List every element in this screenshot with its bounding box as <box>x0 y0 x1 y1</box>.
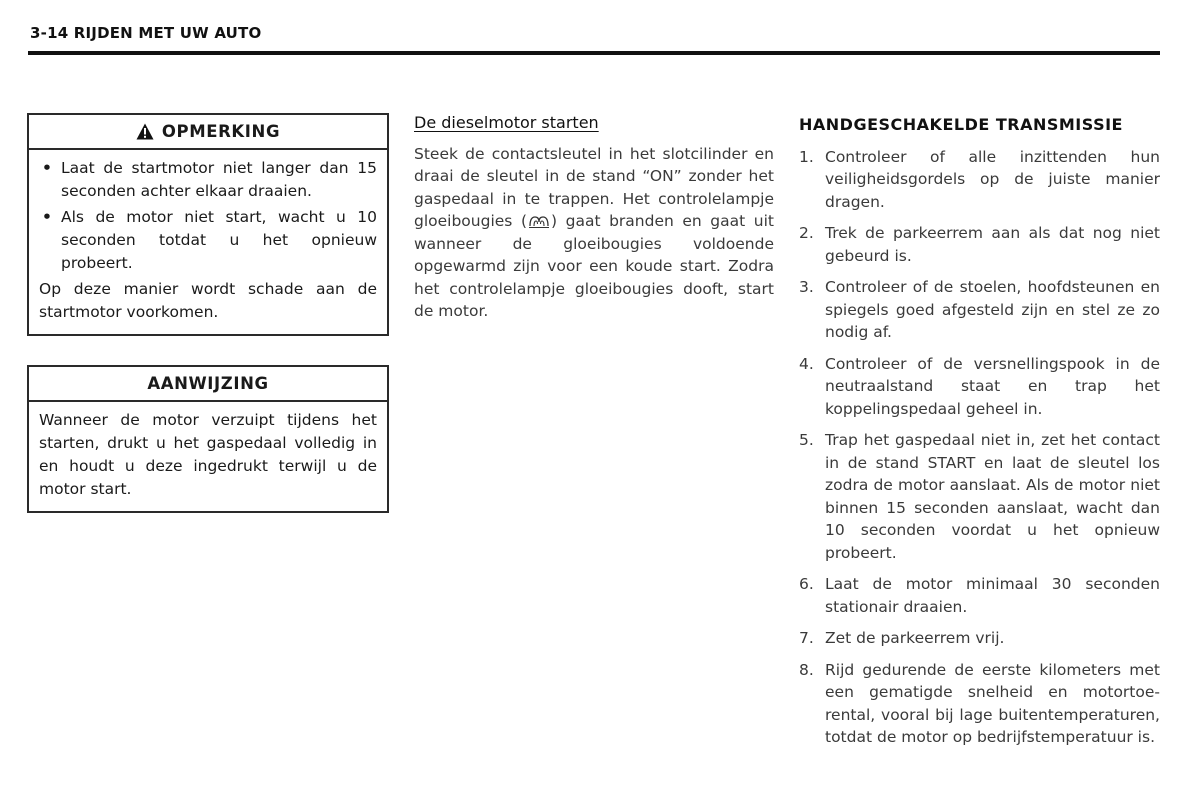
step-item: 3. Controleer of de stoelen, hoofdsteunen en spiegels goed afgesteld zijn en stel ze zo nodig af. <box>799 278 1160 341</box>
notice-footer: Op deze manier wordt schade aan de startmotor voorkomen. <box>39 280 377 321</box>
step-item: 2. Trek de parkeerrem aan als dat nog niet gebeurd is. <box>799 224 1160 265</box>
notice-bullet: • Laat de startmotor niet langer dan 15 seconden achter elkaar draaien. <box>42 159 377 200</box>
step-item: 1. Controleer of alle inzittenden hun veiligheidsgordels op de juiste manier dragen. <box>799 147 1160 211</box>
manual-section <box>799 114 1160 758</box>
step-item: 5. Trap het gaspedaal niet in, zet het contact in de stand START en laat de sleutel los zodra de motor aanslaat. Als de motor niet binnen 15 seconden aanslaat, wacht dan 10 seconden voordat u het opnieuw probeert. <box>799 431 1160 562</box>
step-item: 7. Zet de parkeerrem vrij. <box>799 629 1005 647</box>
notice-bullet: • Als de motor niet start, wacht u 10 seconden totdat u het opnieuw probeert. <box>42 208 377 272</box>
diesel-heading: De dieselmotor starten <box>414 113 599 132</box>
running-head: 3-14 RIJDEN MET UW AUTO <box>30 24 262 42</box>
tip-box <box>27 365 389 513</box>
notice-box-body <box>29 150 387 334</box>
tip-box-body: Wanneer de motor verzuipt tijdens het starten, drukt u het gaspedaal volledig in en houdt u deze ingedrukt terwijl u de motor start. <box>39 411 377 498</box>
tip-box-header: AANWIJZING <box>29 367 387 402</box>
step-item: 6. Laat de motor minimaal 30 seconden stationair draaien. <box>799 575 1160 616</box>
notice-box <box>27 113 389 336</box>
warning-triangle-icon <box>136 123 154 140</box>
diesel-section <box>414 112 774 323</box>
diesel-paragraph: Steek de contactsleutel in het slotcilinder en draai de sleutel in de stand “ON” zonder het gaspedaal in te trappen. Het controlelampje gloeibougies ( ) gaat branden en gaat uit wanneer de gloeibougies voldoende opgewarmd zijn voor een koude start. Zodra het controlelampje gloeibougies dooft, start de motor. <box>414 144 774 320</box>
header-rule <box>28 51 1160 55</box>
notice-box-title: OPMERKING <box>161 122 281 141</box>
step-item: 4. Controleer of de versnellingspook in de neutraalstand staat en trap het koppelingspedaal geheel in. <box>799 354 1160 418</box>
step-item: 8. Rijd gedurende de eerste kilometers met een gematigde snelheid en motortoe-rental, vooral bij lage buitentemperaturen, totdat de motor op bedrijfstemperatuur is. <box>799 660 1160 746</box>
glow-plug-indicator-icon <box>528 214 550 229</box>
manual-heading: HANDGESCHAKELDE TRANSMISSIE <box>799 115 1123 134</box>
notice-box-header <box>29 115 387 150</box>
